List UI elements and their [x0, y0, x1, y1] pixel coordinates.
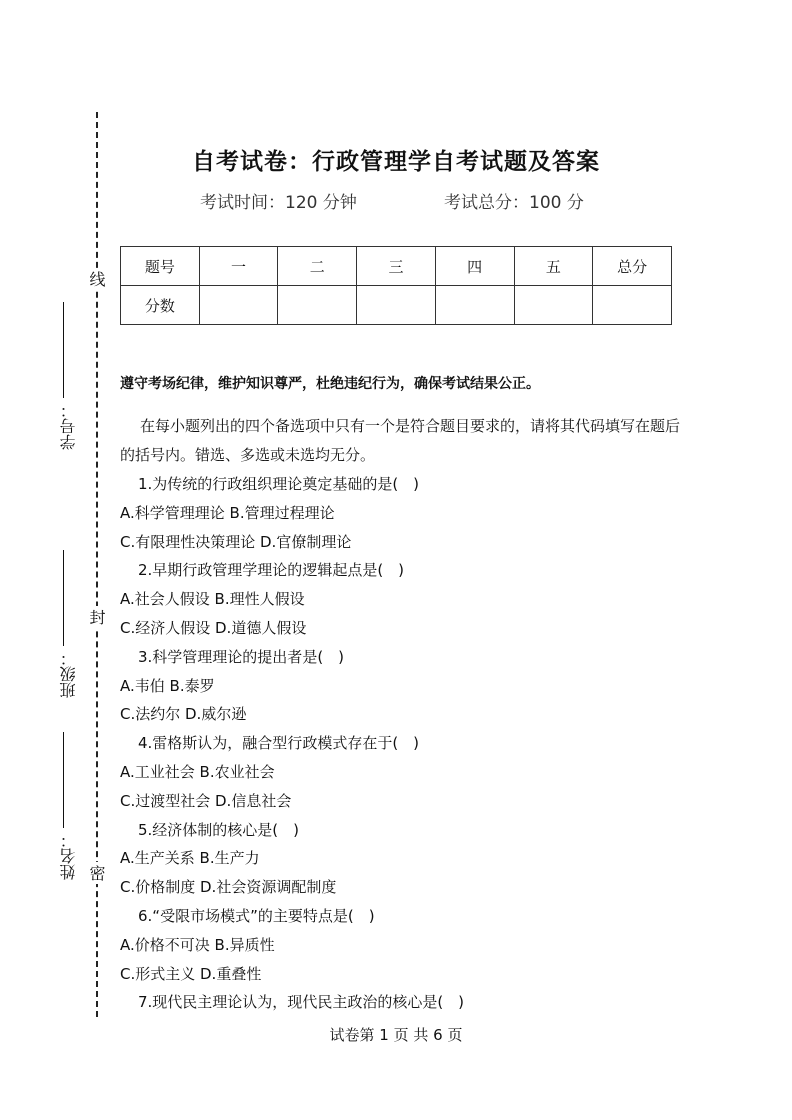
page-footer: 试卷第 1 页 共 6 页	[329, 1026, 463, 1044]
score-header-cell: 总分	[593, 247, 672, 286]
option-line: A.韦伯 B.泰罗	[120, 676, 215, 695]
name-field[interactable]	[58, 732, 80, 880]
score-cell[interactable]	[278, 286, 357, 325]
name-blank	[64, 732, 65, 828]
binding-label-xian: 线	[87, 268, 107, 290]
option-line: C.形式主义 D.重叠性	[120, 964, 262, 983]
binding-label-mi: 密	[87, 862, 107, 884]
name-label: 姓名：	[59, 832, 78, 880]
score-header-cell: 一	[199, 247, 278, 286]
option-line: A.社会人假设 B.理性人假设	[120, 590, 305, 609]
question-line: 4.雷格斯认为，融合型行政模式存在于( )	[138, 734, 420, 753]
score-cell[interactable]	[199, 286, 278, 325]
exam-total-score: 考试总分：100 分	[444, 193, 584, 213]
score-header-cell: 三	[357, 247, 436, 286]
class-blank	[64, 550, 65, 646]
option-line: A.生产关系 B.生产力	[120, 849, 260, 868]
discipline-notice: 遵守考场纪律，维护知识尊严，杜绝违纪行为，确保考试结果公正。	[120, 376, 540, 392]
option-line: A.工业社会 B.农业社会	[120, 762, 275, 781]
question-line: 5.经济体制的核心是( )	[138, 820, 300, 839]
option-line: C.有限理性决策理论 D.官僚制理论	[120, 532, 352, 551]
score-cell[interactable]	[593, 286, 672, 325]
score-cell[interactable]	[357, 286, 436, 325]
option-line: A.价格不可决 B.异质性	[120, 935, 275, 954]
exam-time: 考试时间：120 分钟	[200, 193, 357, 213]
question-line: 2.早期行政管理学理论的逻辑起点是( )	[138, 561, 405, 580]
binding-label-feng: 封	[87, 606, 107, 628]
class-label: 班级：	[59, 650, 78, 698]
student-id-blank	[64, 302, 65, 398]
score-header-cell: 四	[435, 247, 514, 286]
student-id-label: 学号：	[59, 402, 78, 450]
class-field[interactable]	[58, 550, 80, 698]
section-instructions: 在每小题列出的四个备选项中只有一个是符合题目要求的，请将其代码填写在题后的括号内。错选、多选或未选均无分。	[120, 417, 681, 464]
score-header-cell: 五	[514, 247, 593, 286]
option-line: C.法约尔 D.威尔逊	[120, 705, 247, 724]
question-line: 3.科学管理理论的提出者是( )	[138, 647, 345, 666]
student-id-field[interactable]	[58, 302, 80, 450]
option-line: C.过渡型社会 D.信息社会	[120, 791, 292, 810]
score-header-cell: 题号	[121, 247, 200, 286]
score-cell[interactable]	[435, 286, 514, 325]
score-cell[interactable]	[514, 286, 593, 325]
question-section	[120, 412, 680, 1017]
score-table	[120, 246, 672, 325]
question-line: 6.“受限市场模式”的主要特点是( )	[138, 906, 375, 925]
option-line: C.经济人假设 D.道德人假设	[120, 618, 307, 637]
question-line: 1.为传统的行政组织理论奠定基础的是( )	[138, 475, 420, 493]
option-line: C.价格制度 D.社会资源调配制度	[120, 878, 337, 897]
score-header-cell: 二	[278, 247, 357, 286]
option-line: A.科学管理理论 B.管理过程理论	[120, 503, 335, 522]
page-title: 自考试卷：行政管理学自考试题及答案	[192, 149, 600, 175]
score-table-score-row	[121, 286, 672, 325]
score-row-label: 分数	[121, 286, 200, 325]
score-table-header-row	[121, 247, 672, 286]
question-line: 7.现代民主理论认为，现代民主政治的核心是( )	[138, 993, 465, 1012]
